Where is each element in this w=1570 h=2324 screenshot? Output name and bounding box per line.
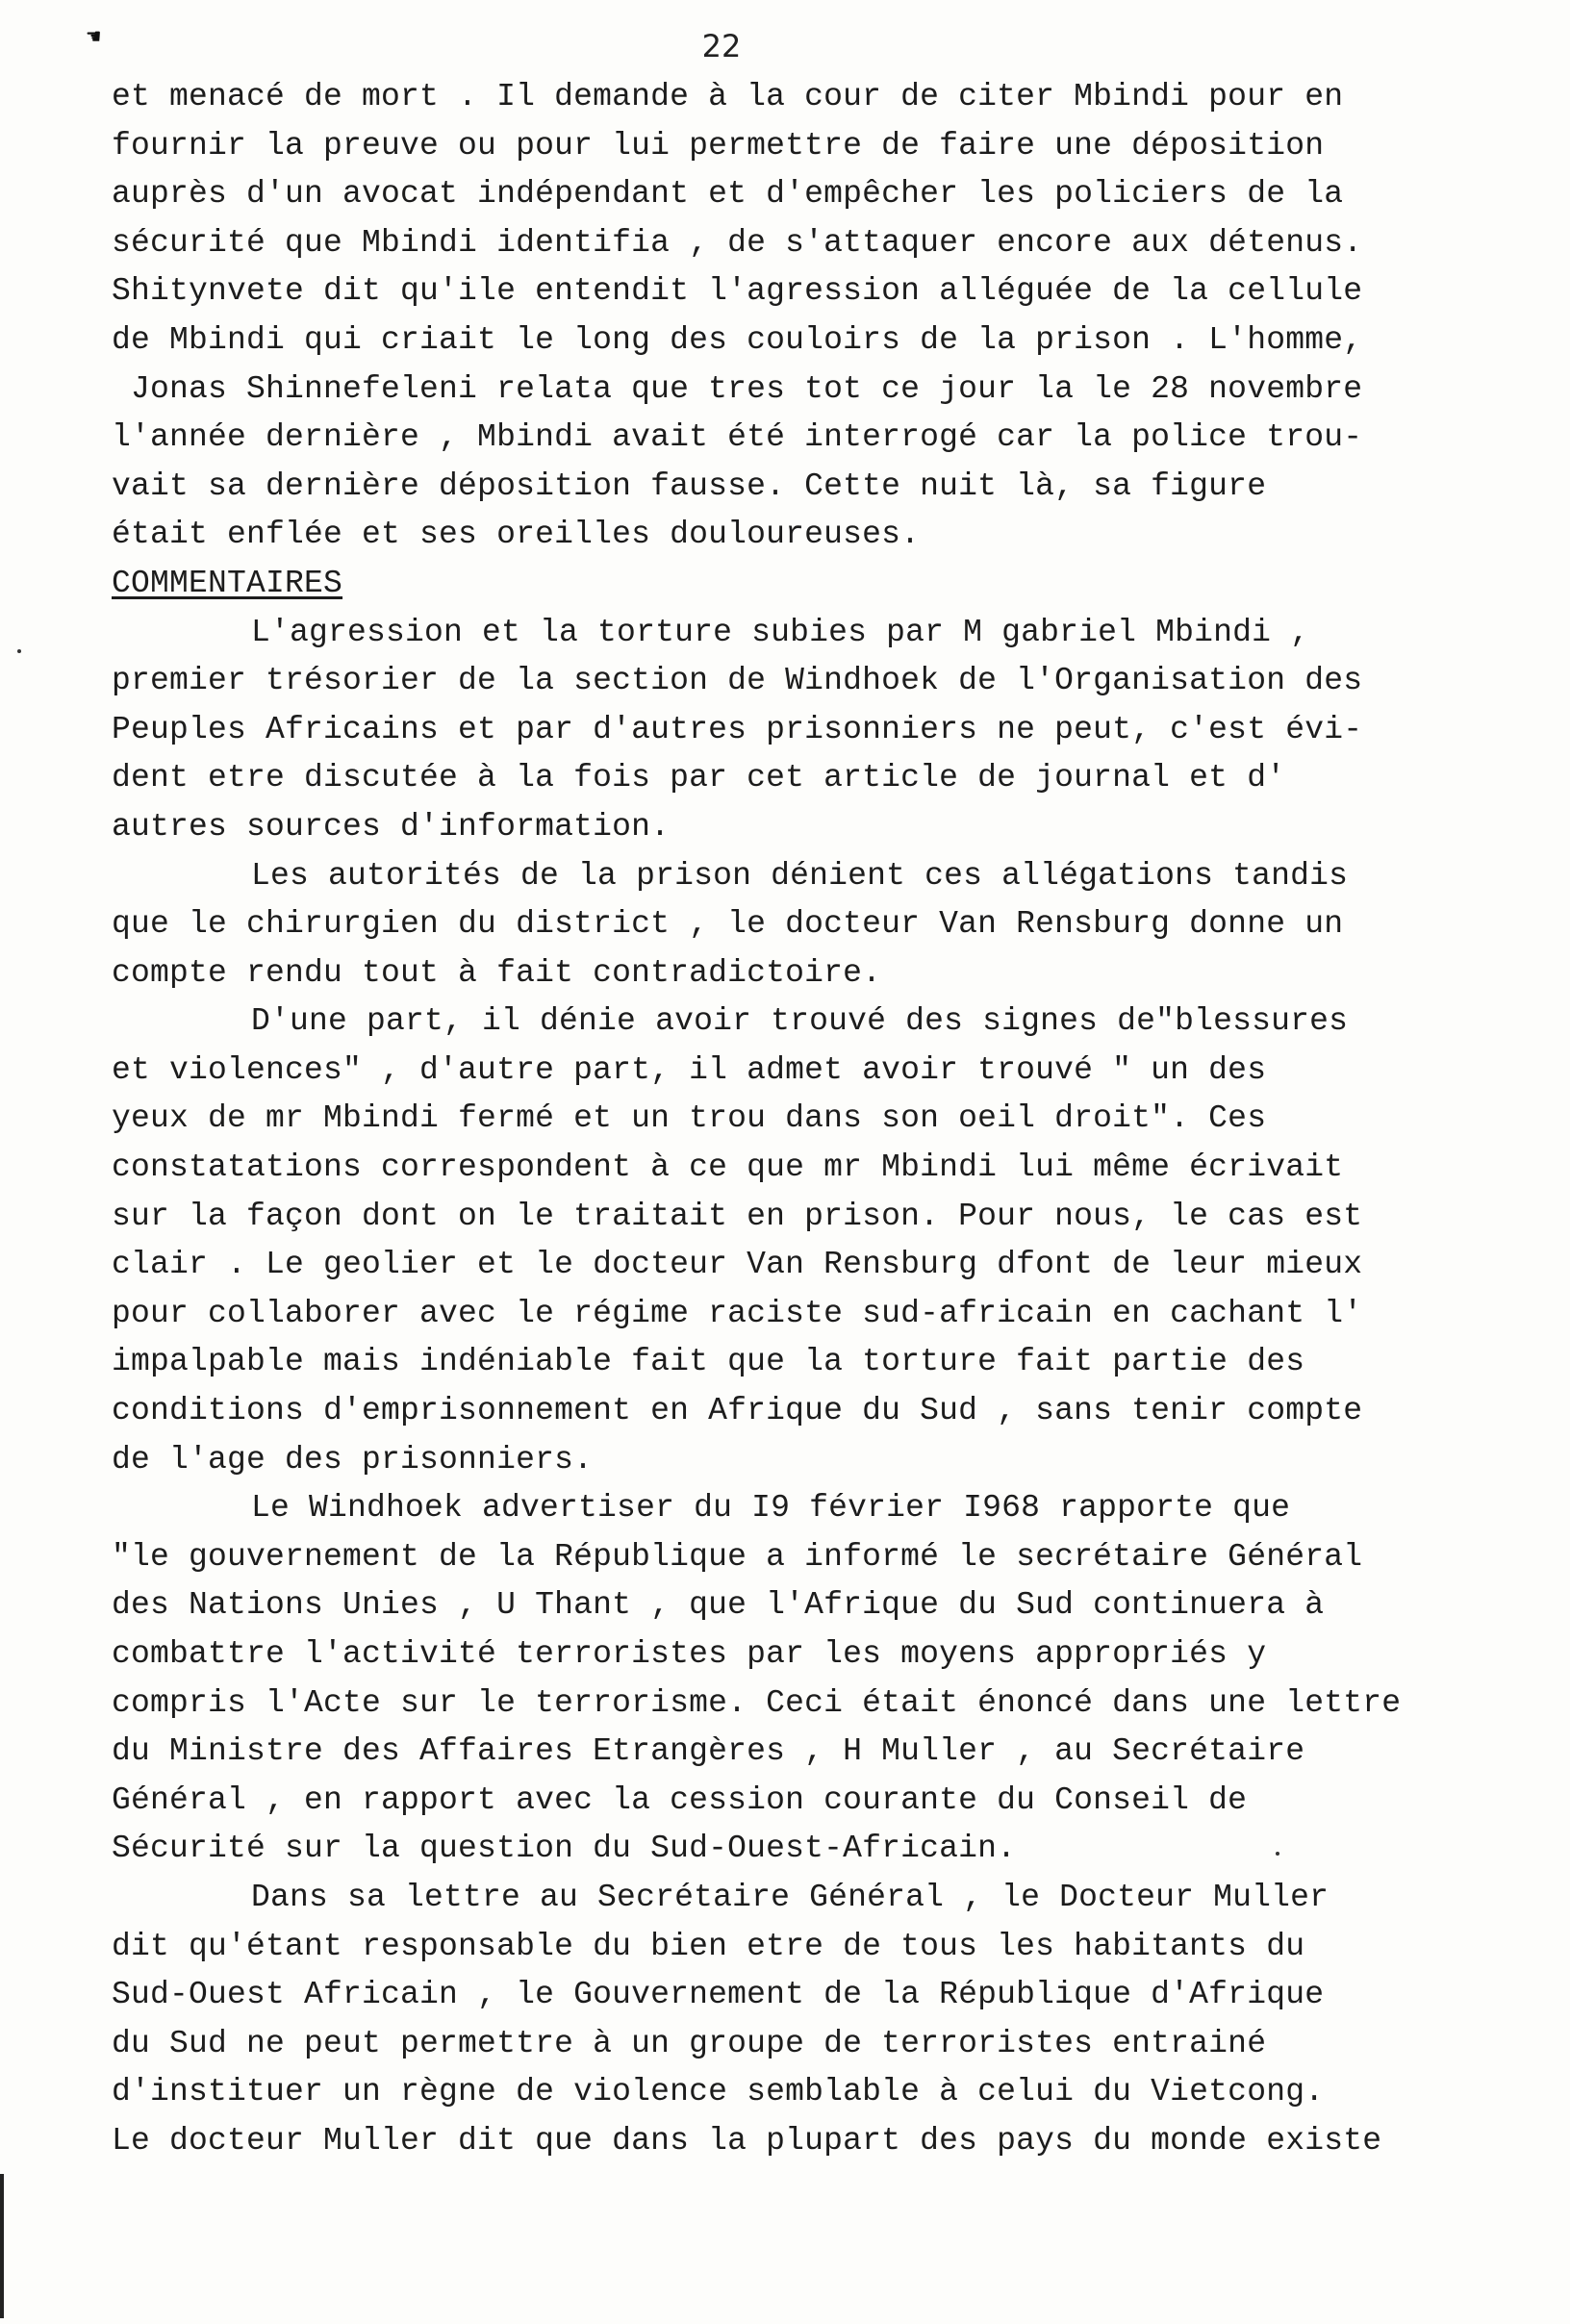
- text-line: était enflée et ses oreilles douloureuses.: [112, 517, 921, 553]
- corner-mark: ☚: [87, 26, 101, 52]
- text-line: Jonas Shinnefeleni relata que tres tot ce jour la le 28 novembre: [112, 370, 1363, 407]
- text-line: d'instituer un règne de violence semblable à celui du Vietcong.: [112, 2074, 1325, 2110]
- text-line: L'agression et la torture subies par M gabriel Mbindi ,: [251, 614, 1310, 650]
- text-line: l'année dernière , Mbindi avait été interrogé car la police trou-: [112, 419, 1363, 456]
- text-line: Sud-Ouest Africain , le Gouvernement de la République d'Afrique: [112, 1977, 1325, 2013]
- text-line: conditions d'emprisonnement en Afrique du Sud , sans tenir compte: [112, 1393, 1363, 1429]
- scan-speck: [17, 649, 21, 653]
- text-line: et violences" , d'autre part, il admet avoir trouvé " un des: [112, 1051, 1267, 1088]
- text-line: des Nations Unies , U Thant , que l'Afrique du Sud continuera à: [112, 1587, 1325, 1624]
- text-line: dit qu'étant responsable du bien etre de tous les habitants du: [112, 1928, 1305, 1964]
- text-line: sécurité que Mbindi identifia , de s'attaquer encore aux détenus.: [112, 224, 1363, 261]
- text-line: du Ministre des Affaires Etrangères , H Muller , au Secrétaire: [112, 1733, 1305, 1770]
- text-line: Le Windhoek advertiser du I9 février I968 rapporte que: [251, 1490, 1291, 1527]
- text-line: premier trésorier de la section de Windhoek de l'Organisation des: [112, 663, 1363, 699]
- text-line: de l'age des prisonniers.: [112, 1441, 594, 1478]
- text-line: Dans sa lettre au Secrétaire Général , le Docteur Muller: [251, 1879, 1329, 1915]
- text-line: et menacé de mort . Il demande à la cour de citer Mbindi pour en: [112, 79, 1344, 114]
- page-number: 22: [701, 28, 742, 64]
- text-line: que le chirurgien du district , le docteur Van Rensburg donne un: [112, 906, 1344, 943]
- section-heading: COMMENTAIRES: [112, 565, 343, 601]
- text-line: pour collaborer avec le régime raciste sud-africain en cachant l': [112, 1295, 1363, 1331]
- body-text: [112, 73, 1458, 2166]
- text-line: autres sources d'information.: [112, 808, 671, 845]
- text-line: de Mbindi qui criait le long des couloirs de la prison . L'homme,: [112, 321, 1363, 358]
- text-line: compris l'Acte sur le terrorisme. Ceci était énoncé dans une lettre: [112, 1684, 1402, 1721]
- text-line: Shitynvete dit qu'ile entendit l'agression alléguée de la cellule: [112, 273, 1363, 310]
- text-line: compte rendu tout à fait contradictoire.: [112, 954, 882, 991]
- text-line: clair . Le geolier et le docteur Van Rensburg dfont de leur mieux: [112, 1247, 1363, 1283]
- text-line: sur la façon dont on le traitait en prison. Pour nous, le cas est: [112, 1198, 1363, 1234]
- text-line: Sécurité sur la question du Sud-Ouest-Africain.: [112, 1831, 1017, 1867]
- text-line: Les autorités de la prison dénient ces allégations tandis: [251, 857, 1349, 894]
- text-line: du Sud ne peut permettre à un groupe de terroristes entrainé: [112, 2025, 1267, 2061]
- text-line: combattre l'activité terroristes par les moyens appropriés y: [112, 1636, 1267, 1672]
- text-line: dent etre discutée à la fois par cet article de journal et d': [112, 760, 1286, 796]
- text-line: Le docteur Muller dit que dans la plupart des pays du monde existe: [112, 2122, 1382, 2159]
- scan-edge-mark: [0, 2174, 4, 2318]
- scan-speck: [1276, 1852, 1279, 1856]
- text-line: auprès d'un avocat indépendant et d'empêcher les policiers de la: [112, 176, 1344, 213]
- text-line: yeux de mr Mbindi fermé et un trou dans son oeil droit". Ces: [112, 1100, 1267, 1137]
- text-line: D'une part, il dénie avoir trouvé des signes de"blessures: [251, 1003, 1349, 1040]
- text-line: "le gouvernement de la République a informé le secrétaire Général: [112, 1538, 1363, 1575]
- text-line: constatations correspondent à ce que mr Mbindi lui même écrivait: [112, 1149, 1344, 1186]
- text-line: impalpable mais indéniable fait que la torture fait partie des: [112, 1344, 1305, 1380]
- text-line: Peuples Africains et par d'autres prisonniers ne peut, c'est évi-: [112, 711, 1363, 747]
- text-line: Général , en rapport avec la cession courante du Conseil de: [112, 1781, 1248, 1818]
- text-line: vait sa dernière déposition fausse. Cette nuit là, sa figure: [112, 467, 1267, 504]
- text-line: fournir la preuve ou pour lui permettre de faire une déposition: [112, 127, 1325, 164]
